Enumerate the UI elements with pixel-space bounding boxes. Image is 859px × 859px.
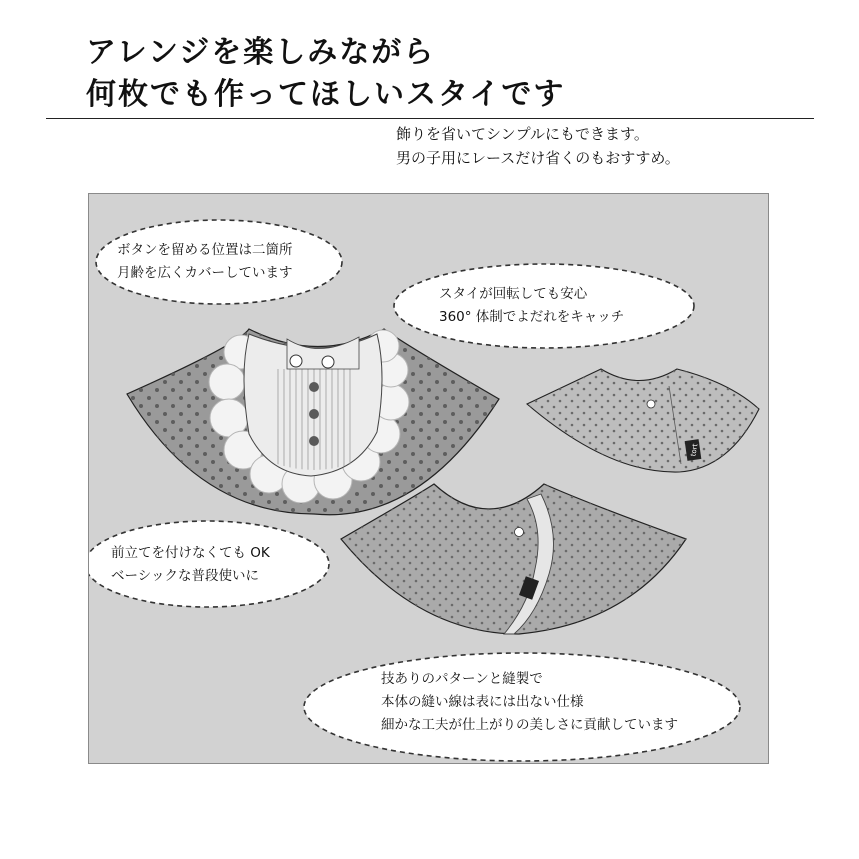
subtitle-line-1: 飾りを省いてシンプルにもできます。: [396, 125, 649, 143]
subtitle-line-2: 男の子用にレースだけ省くのもおすすめ。: [396, 149, 680, 167]
flipped-bib-illustration: [341, 484, 686, 634]
lace-bib-illustration: [127, 329, 499, 515]
bubble-button-line-2: 月齢を広くカバーしています: [117, 265, 293, 281]
bubble-rotate-line-1: スタイが回転しても安心: [439, 286, 588, 302]
bubble-button-line-1: ボタンを留める位置は二箇所: [117, 242, 293, 258]
headline-line-2: 何枚でも作ってほしいスタイです: [86, 77, 566, 112]
bubble-button-text: [117, 239, 293, 285]
bubble-rotate-text: [439, 283, 624, 329]
bubble-sewing-line-2: 本体の縫い線は表には出ない仕様: [381, 694, 584, 710]
tag-label: tort: [689, 443, 700, 457]
bubble-sewing-line-1: 技ありのパターンと縫製で: [381, 671, 543, 687]
bubble-plain-line-1: 前立てを付けなくても OK: [111, 545, 270, 561]
bubble-sewing-line-3: 細かな工夫が仕上がりの美しさに貢献しています: [381, 717, 678, 733]
headline-line-1: アレンジを楽しみながら: [86, 35, 436, 70]
bubble-sewing-text: [381, 668, 678, 737]
plain-bib-illustration: [527, 369, 759, 472]
headline-divider: [46, 118, 814, 119]
bubble-rotate-line-2: 360° 体制でよだれをキャッチ: [439, 309, 625, 325]
bubble-plain-line-2: ベーシックな普段使いに: [111, 568, 259, 584]
illustration-panel: [88, 193, 769, 764]
bubble-plain-text: [111, 542, 270, 588]
